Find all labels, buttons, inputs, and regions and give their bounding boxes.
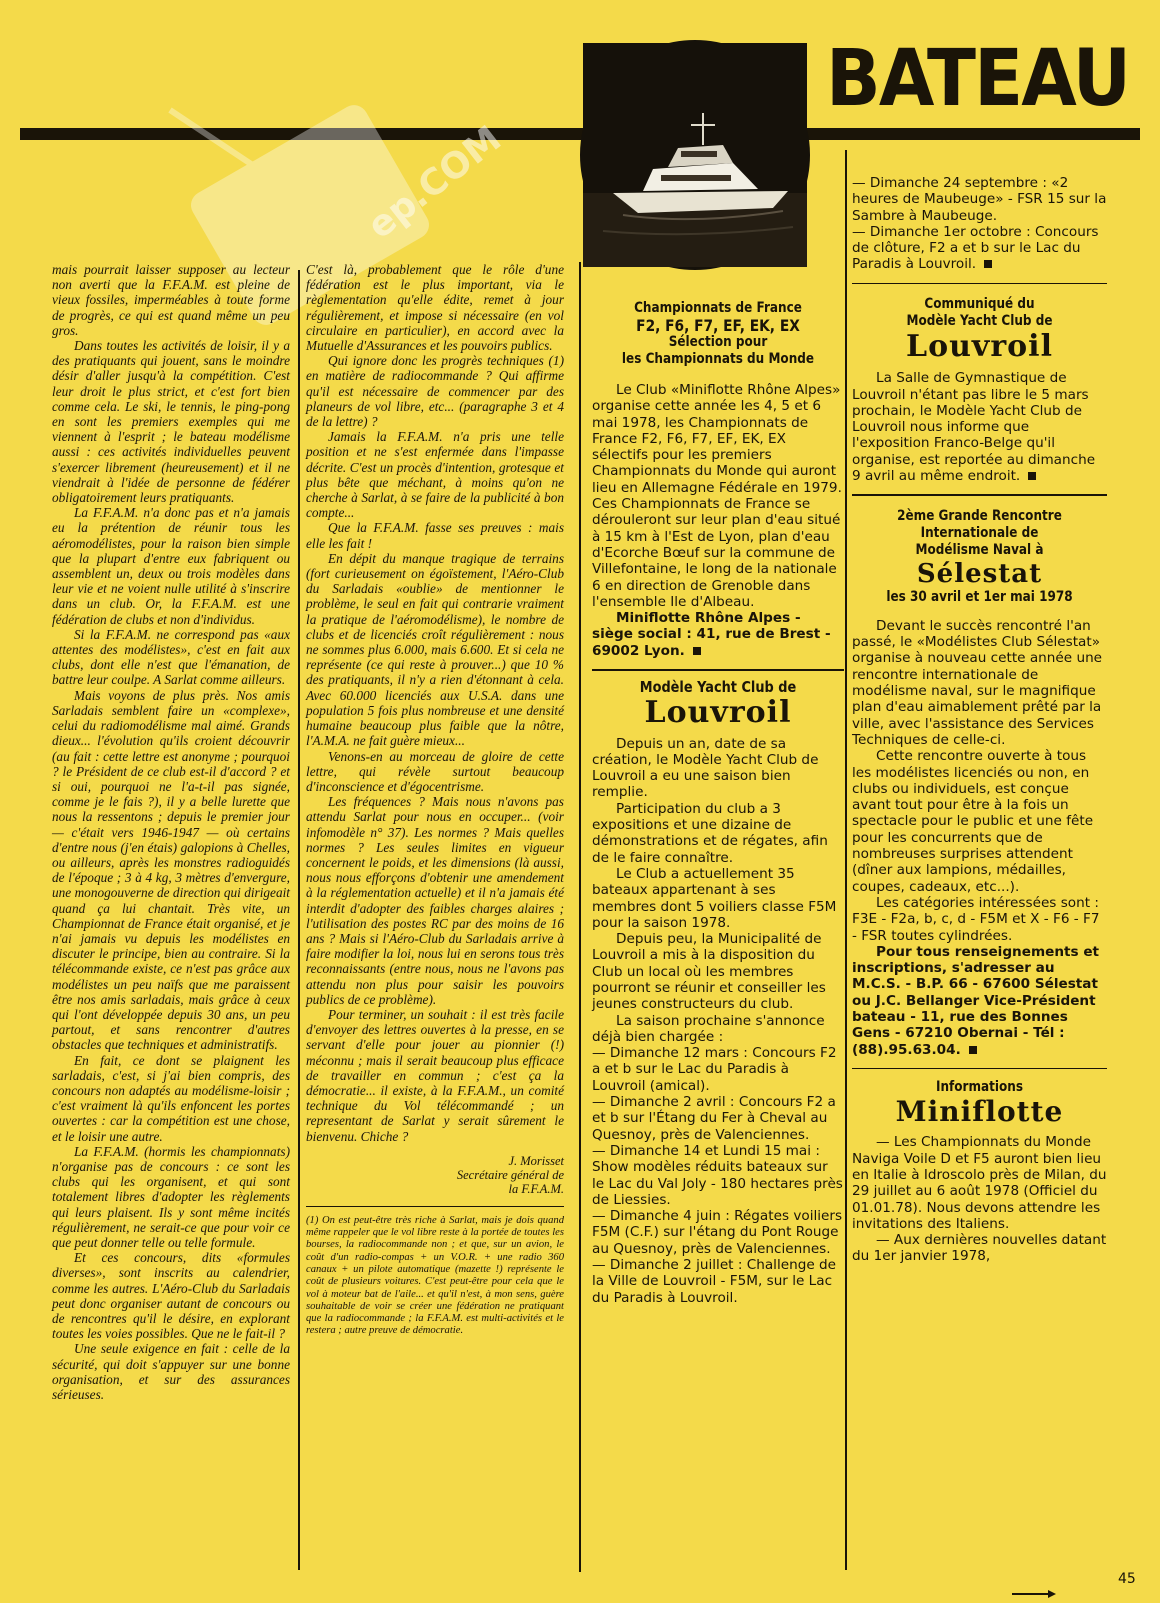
paragraph: Le Club a actuellement 35 bateaux appartenant à ses membres dont 5 voiliers classe F5M pour la saison 1978.	[592, 865, 837, 931]
list-item: — Dimanche 1er octobre : Concours de clôture, F2 a et b sur le Lac du Paradis à Louvroil.	[852, 223, 1099, 273]
paragraph: Miniflotte Rhône Alpes - siège social : 41, rue de Brest - 69002 Lyon.	[592, 610, 831, 659]
list-item: — Dimanche 12 mars : Concours F2 a et b sur le Lac du Paradis à Louvroil (amical).	[592, 1045, 837, 1094]
heading-large: Sélestat	[916, 558, 1043, 589]
paragraph: Les catégories intéressées sont : F3E - F2a, b, c, d - F5M et X - F6 - F7 - FSR toutes cylindrées.	[852, 894, 1100, 944]
footnote: (1) On est peut-être très riche à Sarlat, mais je dois quand même rappeler que le vol libre reste à la portée de toutes les bourses, la radiocommande non ; et que, sur un avion, le coût d'un radio-compas + un V.O.R. + une radio 360 canaux + un pilote automatique (mazette !) représente le coût de plusieurs voitures. C'est peut-être pour cela que le vol à moteur bat de l'aile... et qu'il n'est, à mon sens, guère souhaitable de voir se créer une fédération ne pratiquant que la radiocommande ; la F.F.A.M. est multi-activités et le restera ; autre preuve de démocratie.	[306, 1214, 564, 1337]
heading: Modèle Yacht Club de	[639, 677, 797, 696]
column-divider	[845, 150, 847, 1570]
paragraph: — Les Championnats du Monde Naviga Voile D et F5 auront bien lieu en Italie à Idroscolo près de Milan, du 29 juillet au 6 août 1978 (Officiel du 01.01.78). Nous devons attendre les invitations des Italiens.	[852, 1134, 1107, 1232]
end-mark	[969, 1046, 977, 1054]
contact-info: Pour tous renseignements et inscriptions, s'adresser au M.C.S. - B.P. 66 - 67600 Sélestat ou J.C. Bellanger Vice-Président bateau - 11, rue des Bonnes Gens - 67210 Obernai - Tél :(88).95.63.04.	[852, 943, 1100, 1058]
continue-arrow-icon	[1012, 1590, 1056, 1598]
paragraph: Qui ignore donc les progrès techniques (1) en matière de radiocommande ? Qui affirme qu'il est nécessaire de commencer par des planeurs de vol libre, etc... (paragraphe 3 et 4 de la lettre) ?	[306, 353, 564, 430]
article-divider	[852, 283, 1107, 285]
paragraph: Depuis un an, date de sa création, le Modèle Yacht Club de Louvroil a eu une saison bien remplie.	[592, 735, 819, 801]
news-column-3	[592, 300, 844, 1306]
list-item: — Dimanche 2 avril : Concours F2 a et b sur l'Étang du Fer à Cheval au Quesnoy, près de Valenciennes.	[592, 1094, 836, 1143]
paragraph: Et ces concours, dits «formules diverses», sont inscrits au calendrier, comme les autres. L'Aéro-Club du Sarladais peut donc organiser autant de concours ou de rencontres qu'il le désire, en explorant toutes les voies possibles. Que ne le fait-il ?	[52, 1250, 290, 1342]
paragraph: La Salle de Gymnastique de Louvroil n'étant pas libre le 5 mars prochain, le Modèle Yacht Club de Louvroil nous informe que l'exposition Franco-Belge qu'il organise, est reportée au dimanche 9 avril au même endroit.	[852, 370, 1096, 485]
paragraph: Depuis peu, la Municipalité de Louvroil a mis à la disposition du Club un local où les membres pourront se réunir et conseiller les jeunes constructeurs du club.	[592, 931, 826, 1013]
paragraph: En dépit du manque tragique de terrains (fort curieusement on égoïstement, l'Aéro-Club du Sarladais «oublie» de mentionner le problème, le seul en fait qui contrarie vraiment la pratique de l'aéromodélisme), le nombre de clubs et de licenciés croît régulièrement : nous ne sommes plus 6.000, mais 6.600. Et si cela ne représente (ce qui reste à prouver...) que 10 % des pratiquants, il n'y a rien d'étonnant à cela. Avec 60.000 licenciés aux U.S.A. dans une population 5 fois plus nombreuse et une densité humaine beaucoup plus faible que la nôtre, l'A.M.A. ne fait guère mieux...	[306, 550, 564, 749]
heading: les 30 avril et 1er mai 1978	[886, 588, 1073, 605]
heading: Informations	[935, 1079, 1024, 1096]
signature-title: la F.F.A.M.	[508, 1181, 564, 1196]
watermark-text: ep.COM	[360, 118, 510, 248]
heading: F2, F6, F7, EF, EK, EX	[636, 316, 800, 335]
signature	[306, 1154, 564, 1196]
boat-photo	[580, 40, 810, 270]
paragraph: En fait, ce dont se plaignent les sarladais, c'est, si j'ai bien compris, des concours non adaptés au modélisme-loisir ; c'est vraiment là qu'ils enfoncent les portes ouvertes : car la compétition est une chose, et le loisir une autre.	[52, 1052, 290, 1144]
heading-large: Louvroil	[644, 694, 792, 730]
editorial-column-2	[306, 262, 564, 1338]
heading: les Championnats du Monde	[621, 351, 815, 367]
paragraph: Le Club «Miniflotte Rhône Alpes» organise cette année les 4, 5 et 6 mai 1978, les Championnats de France F2, F6, F7, EF, EK, EX sélectifs pour les premiers Championnats du Monde qui auront lieu en Allemagne Fédérale en 1979. Ces Championnats de France se dérouleront sur leur plan d'eau situé à 15 km à l'Est de Lyon, plan d'eau d'Ecorche Bœuf sur la commune de Villefontaine, le long de la nationale 6 en direction de Grenoble dans l'ensemble Ile d'Albeau.	[592, 382, 842, 610]
article-divider	[592, 669, 844, 671]
heading-large: Louvroil	[906, 329, 1053, 365]
heading: Modèle Yacht Club de	[906, 313, 1053, 330]
paragraph: Jamais la F.F.A.M. n'a pris une telle position et ne s'est enfermée dans l'impasse décrite. C'est un procès d'intention, grotesque et plus bête que méchant, à moins qu'on ne cherche à Sarlat, à se faire de la publicité à bon compte...	[306, 429, 564, 521]
end-mark	[984, 260, 992, 268]
footnote-rule	[306, 1206, 564, 1207]
paragraph: Devant le succès rencontré l'an passé, le «Modélistes Club Sélestat» organise à nouveau cette année une rencontre internationale de modélisme naval, sur le magnifique plan d'eau aimablement prêté par la ville, avec l'assistance des Services Techniques de celle-ci.	[852, 617, 1103, 748]
news-column-4	[852, 175, 1107, 1265]
paragraph: Cette rencontre ouverte à tous les modélistes licenciés ou non, en clubs ou individuels, est conçue avant tout pour être à la fois un spectacle pour le public et une fête pour les concurrents que de nombreuses surprises attendent (dîner aux lampions, médailles, coupes, cadeaux, etc...).	[852, 748, 1094, 895]
heading: Sélection pour	[668, 334, 768, 350]
heading: Internationale de	[920, 524, 1039, 541]
paragraph: Pour terminer, un souhait : il est très facile d'envoyer des lettres ouvertes à la presse, en se servant d'elle pour jouer au pionnier (!) méconnu ; mais il serait beaucoup plus efficace de travailler en commun ; c'est ça la démocratie... il existe, à la F.F.A.M., un comité technique du Vol télécommandé ; un representant de Sarlat y serait sûrement le bienvenu. Chiche ?	[306, 1006, 564, 1144]
paragraph: Dans toutes les activités de loisir, il y a des pratiquants qui jouent, sans le moindre désir d'aller jusqu'à la compétition. C'est leur droit le plus strict, et c'est fort bien comme cela. Le ski, le tennis, le ping-pong en sont les premiers exemples qui me viennent à l'esprit ; le bateau modélisme aussi : ces activités individuelles peuvent s'exercer librement (heureusement) et il ne viendrait à l'idée de personne de fédérer obligatoirement leurs pratiquants.	[52, 338, 290, 506]
heading-large: Miniflotte	[895, 1095, 1064, 1129]
column-divider	[579, 262, 581, 1572]
paragraph: La saison prochaine s'annonce déjà bien chargée :	[592, 1012, 825, 1045]
heading: Championnats de France	[634, 300, 802, 316]
paragraph: mais pourrait laisser supposer au lecteur non averti que la F.F.A.M. est pleine de vieux fossiles, imperméables à toute forme de progrès, ce qui est quand même un peu gros.	[52, 262, 290, 338]
article-divider	[852, 1068, 1107, 1070]
list-item: — Dimanche 2 juillet : Challenge de la Ville de Louvroil - F5M, sur le Lac du Paradis à Louvroil.	[592, 1257, 837, 1306]
motor-yacht-icon	[583, 43, 807, 267]
paragraph: La F.F.A.M. n'a donc pas et n'a jamais eu la prétention de réunir tous les aéromodélistes, pour la raison bien simple que la plupart d'entre eux fabriquent ou assemblent un, deux ou trois modèles dans leur vie et ne voient nulle utilité à s'inscrire dans un club. Or, la F.F.A.M. est une fédération de clubs et non d'individus.	[52, 505, 290, 627]
article-divider	[852, 494, 1107, 496]
heading: Modélisme Naval à	[915, 541, 1044, 558]
paragraph: Une seule exigence en fait : celle de la sécurité, qui doit s'appuyer sur une bonne organisation, et sur des assurances sérieuses.	[52, 1341, 290, 1403]
paragraph: Les fréquences ? Mais nous n'avons pas attendu Sarlat pour nous en occuper... (voir infomodèle n° 37). Les normes ? Mais quelles normes ? Les seules limites en vigueur concernent le poids, et les dimensions (là aussi, nous nous efforçons d'obtenir une amendement à la réglementation actuelle) et il n'a jamais été interdit d'adopter des faibles charges alaires ; l'utilisation des postes RC par des moins de 16 ans ? Mais si l'Aéro-Club du Sarladais arrive à faire modifier la loi, nous lui en serons tous très reconnaissants (entre nous, nous ne l'avons pas attendu non plus pour saisir les pouvoirs publics de ce problème).	[306, 794, 564, 1007]
paragraph: C'est là, probablement que le rôle d'une fédération est le plus important, via le règlementation qu'elle édite, remet à jour régulièrement, et impose si nécessaire (en vol circulaire en particulier), en accord avec la Mutuelle d'Assurances et les pouvoirs publics.	[306, 262, 564, 354]
paragraph: Venons-en au morceau de gloire de cette lettre, qui révèle surtout beaucoup d'inconscience et d'égocentrisme.	[306, 748, 564, 794]
list-item: — Dimanche 4 juin : Régates voiliers F5M (C.F.) sur l'étang du Pont Rouge au Quesnoy, près de Valenciennes.	[592, 1208, 843, 1257]
signature-name: J. Morisset	[508, 1153, 564, 1168]
list-item: — Dimanche 24 septembre : «2 heures de Maubeuge» - FSR 15 sur la Sambre à Maubeuge.	[852, 175, 1107, 224]
heading: 2ème Grande Rencontre	[897, 507, 1062, 524]
end-mark	[1028, 472, 1036, 480]
paragraph: Que la F.F.A.M. fasse ses preuves : mais elle les fait !	[306, 520, 564, 551]
paragraph: Participation du club a 3 expositions et une dizaine de démonstrations et de régates, afin de le faire connaître.	[592, 800, 828, 866]
paragraph: — Aux dernières nouvelles datant du 1er janvier 1978,	[852, 1232, 1107, 1265]
list-item: — Dimanche 14 et Lundi 15 mai : Show modèles réduits bateaux sur le Lac du Val Joly - 180 hectares près de Liessies.	[592, 1142, 843, 1208]
page-number: 45	[1118, 1571, 1136, 1587]
column-divider	[298, 270, 300, 1570]
heading: Communiqué du	[924, 296, 1035, 313]
signature-title: Secrétaire général de	[456, 1167, 564, 1182]
editorial-column-1	[52, 262, 290, 1402]
section-title: BATEAU	[826, 34, 1130, 124]
paragraph: Si la F.F.A.M. ne correspond pas «aux attentes des modélistes», c'est en fait aux clubs, dont elle n'est que l'émanation, de battre leur coulpe. A Sarlat comme ailleurs.	[52, 626, 290, 688]
paragraph: Mais voyons de plus près. Nos amis Sarladais semblent faire un «complexe», celui du radiomodélisme mal aimé. Grands dieux... l'évolution qu'ils croient découvrir (au fait : cette lettre est anonyme ; pourquoi ? le Président de ce club est-il d'accord ? et si oui, pourquoi ne l'a-t-il pas signée, comme je le fais ?), il y a belle lurette que nous la ressentons ; depuis le premier jour — c'était vers 1946-1947 — où certains d'entre nous (j'en étais) galopions à Chelles, ou ailleurs, après les monstres radioguidés de l'époque ; 3 à 4 kg, 3 mètres d'envergure, une monogouverne de direction qui dirigeait quand ça lui chantait. Très vite, un Championnat de France était organisé, et je n'ai jamais vu depuis les modélistes en discuter le principe, bien au contraire. Si la télécommande existe, ce n'est pas grâce aux modélistes un peu naïfs que me paraissent être nos amis sarladais, mais grâce à ceux qui l'ont développée depuis 30 ans, un peu partout, et sans rencontrer d'autres obstacles que techniques et administratifs.	[52, 687, 290, 1053]
paragraph: La F.F.A.M. (hormis les championnats) n'organise pas de concours : ce sont les clubs qui les organisent, et qui sont totalement libres d'adopter les règlements qui leurs plaisent. Ils y sont même incités régulièrement, ne serait-ce que pour voir ce que peut donner telle ou telle formule.	[52, 1143, 290, 1250]
end-mark	[693, 647, 701, 655]
